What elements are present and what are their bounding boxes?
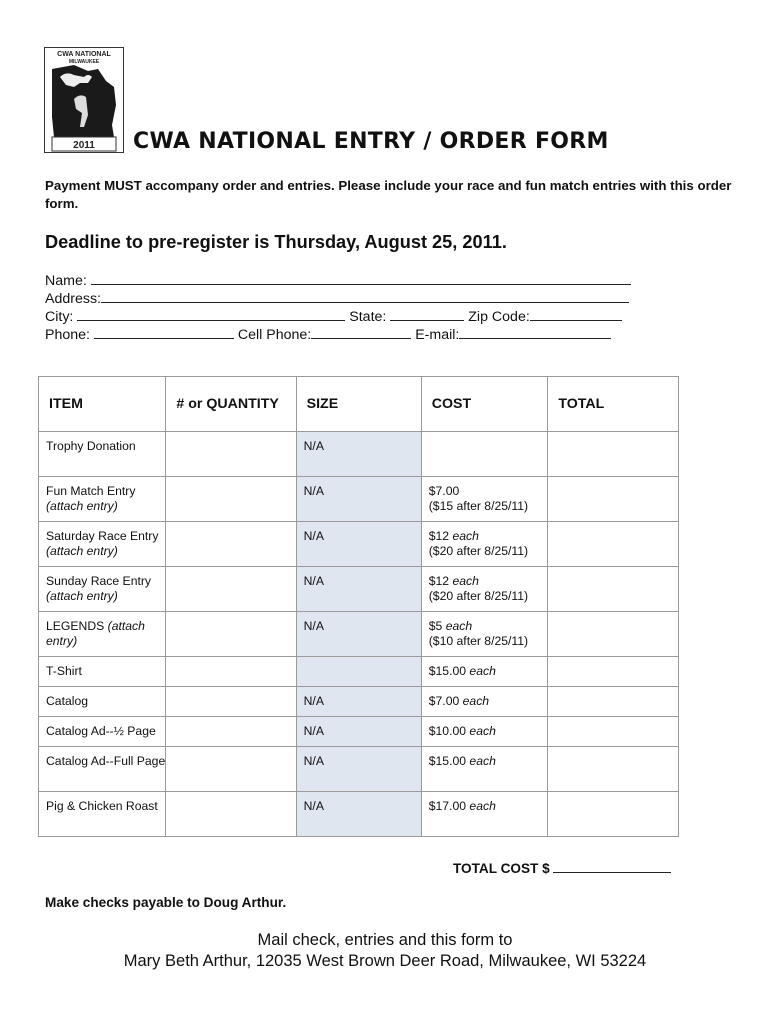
item-cell: [39, 567, 166, 612]
cost-cell: [421, 477, 548, 522]
cost-unit: each: [469, 664, 496, 678]
header-item: ITEM: [39, 377, 166, 432]
cost-cell: [421, 432, 548, 477]
item-name: Saturday Race Entry: [46, 529, 159, 543]
size-value: N/A: [303, 724, 324, 738]
table-row: [39, 432, 679, 477]
mail-line-1: Mail check, entries and this form to: [257, 931, 513, 949]
city-field[interactable]: [77, 306, 345, 321]
size-value: N/A: [303, 754, 324, 768]
table-row: [39, 612, 679, 657]
quantity-cell[interactable]: [166, 657, 296, 687]
logo-line2: MILWAUKEE: [68, 59, 100, 65]
name-row: [45, 270, 631, 289]
quantity-cell[interactable]: [166, 747, 296, 792]
cost-value: $10.00: [428, 724, 467, 738]
item-cell: [39, 612, 166, 657]
total-cell[interactable]: [548, 747, 679, 792]
cost-value: $17.00: [428, 799, 467, 813]
table-header-row: [39, 377, 679, 432]
total-cell[interactable]: [548, 657, 679, 687]
header-total: TOTAL: [548, 377, 679, 432]
cost-cell: [421, 522, 548, 567]
cost-unit: each: [462, 694, 490, 708]
size-cell: [296, 522, 421, 567]
state-field[interactable]: [390, 306, 464, 321]
cost-cell: [421, 567, 548, 612]
size-value: N/A: [303, 439, 324, 453]
cost-unit: each: [469, 799, 496, 813]
cell-label: Cell Phone:: [237, 327, 312, 343]
email-label: E-mail:: [415, 327, 460, 343]
cost-value: $15.00: [428, 664, 467, 678]
total-cost-label: TOTAL COST $: [453, 861, 550, 876]
cost-cell: [421, 717, 548, 747]
quantity-cell[interactable]: [166, 432, 296, 477]
cost-unit: each: [469, 754, 496, 768]
size-cell: [296, 432, 421, 477]
size-value: N/A: [303, 484, 324, 498]
item-name: Catalog Ad--½ Page: [46, 724, 156, 738]
cost-value: $12: [428, 529, 450, 543]
item-note: (attach entry): [46, 499, 118, 513]
cost-note: ($10 after 8/25/11): [428, 634, 529, 648]
cost-note: ($20 after 8/25/11): [428, 589, 529, 603]
item-cell: [39, 747, 166, 792]
size-cell: [296, 792, 421, 837]
total-cost-row: [453, 858, 671, 876]
size-cell: [296, 567, 421, 612]
size-value: N/A: [303, 574, 324, 588]
name-label: Name:: [45, 273, 87, 289]
cost-unit: each: [452, 529, 479, 543]
cost-value: $12: [428, 574, 450, 588]
total-cell[interactable]: [548, 612, 679, 657]
cost-unit: each: [445, 619, 473, 633]
item-cell: [39, 717, 166, 747]
logo-line1: CWA NATIONAL: [57, 51, 111, 58]
total-cell[interactable]: [548, 477, 679, 522]
cost-cell: [421, 657, 548, 687]
form-title: CWA NATIONAL ENTRY / ORDER FORM: [133, 129, 609, 154]
item-cell: [39, 432, 166, 477]
email-field[interactable]: [459, 324, 611, 339]
quantity-cell[interactable]: [166, 717, 296, 747]
item-name: LEGENDS: [46, 619, 105, 633]
table-row: [39, 717, 679, 747]
item-name: Catalog Ad--Full Page: [46, 754, 166, 768]
table-row: [39, 792, 679, 837]
cost-note: ($20 after 8/25/11): [428, 544, 529, 558]
quantity-cell[interactable]: [166, 477, 296, 522]
table-row: [39, 567, 679, 612]
cost-value: $15.00: [428, 754, 467, 768]
header-size: SIZE: [296, 377, 421, 432]
table-row: [39, 522, 679, 567]
cost-note: ($15 after 8/25/11): [428, 499, 529, 513]
quantity-cell[interactable]: [166, 612, 296, 657]
zip-field[interactable]: [530, 306, 622, 321]
cell-field[interactable]: [311, 324, 411, 339]
item-cell: [39, 687, 166, 717]
size-value: N/A: [303, 529, 324, 543]
size-value: [304, 657, 421, 664]
size-value: N/A: [303, 619, 324, 633]
cost-value: $5: [428, 619, 443, 633]
size-cell: [296, 747, 421, 792]
quantity-cell[interactable]: [166, 792, 296, 837]
cost-value: $7.00: [428, 484, 460, 498]
total-cell[interactable]: [548, 687, 679, 717]
item-name: Trophy Donation: [46, 439, 136, 453]
size-cell: [296, 657, 421, 687]
size-cell: [296, 477, 421, 522]
address-field[interactable]: [101, 288, 629, 303]
quantity-cell[interactable]: [166, 522, 296, 567]
size-value: N/A: [303, 799, 324, 813]
total-cell[interactable]: [548, 567, 679, 612]
header-cost: COST: [421, 377, 548, 432]
cost-cell: [421, 792, 548, 837]
cost-unit: each: [452, 574, 479, 588]
total-cell[interactable]: [548, 432, 679, 477]
item-name: Fun Match Entry: [46, 484, 136, 498]
size-cell: [296, 687, 421, 717]
order-table: [38, 376, 679, 837]
cwa-national-logo: [44, 47, 124, 153]
phone-label: Phone:: [45, 327, 90, 343]
total-cell[interactable]: [548, 717, 679, 747]
cost-cell: [421, 687, 548, 717]
checks-note: Make checks payable to Doug Arthur.: [45, 895, 287, 910]
item-cell: [39, 477, 166, 522]
cost-cell: [421, 612, 548, 657]
cost-value: $7.00: [428, 694, 460, 708]
total-cost-field[interactable]: [553, 858, 671, 873]
table-row: [39, 477, 679, 522]
size-cell: [296, 612, 421, 657]
payment-note: Payment MUST accompany order and entries. Please include your race and fun match entries with this order form.: [45, 178, 732, 211]
total-cell[interactable]: [548, 522, 679, 567]
mail-line-2: Mary Beth Arthur, 12035 West Brown Deer Road, Milwaukee, WI 53224: [123, 952, 647, 970]
item-name: Catalog: [46, 694, 89, 708]
item-cell: [39, 522, 166, 567]
table-row: [39, 747, 679, 792]
logo-year: 2011: [73, 140, 95, 151]
item-name: Pig & Chicken Roast: [46, 799, 158, 813]
quantity-cell[interactable]: [166, 687, 296, 717]
address-label: Address:: [45, 291, 101, 307]
size-value: N/A: [303, 694, 324, 708]
total-cell[interactable]: [548, 792, 679, 837]
city-label: City:: [45, 309, 74, 325]
size-cell: [296, 717, 421, 747]
quantity-cell[interactable]: [166, 567, 296, 612]
item-note: (attach entry): [46, 544, 118, 558]
item-name: Sunday Race Entry: [46, 574, 152, 588]
city-row: [45, 306, 622, 325]
name-field[interactable]: [91, 270, 631, 285]
cost-cell: [421, 747, 548, 792]
table-body: [39, 432, 679, 837]
header-quantity: # or QUANTITY: [166, 377, 296, 432]
item-cell: [39, 792, 166, 837]
deadline-note: Deadline to pre-register is Thursday, August 25, 2011.: [45, 232, 507, 252]
table-row: [39, 657, 679, 687]
item-note: (attach entry): [46, 619, 145, 648]
zip-label: Zip Code:: [468, 309, 530, 325]
item-name: T-Shirt: [46, 664, 82, 678]
phone-field[interactable]: [94, 324, 234, 339]
item-cell: [39, 657, 166, 687]
address-row: [45, 288, 629, 307]
cost-unit: each: [469, 724, 496, 738]
state-label: State:: [349, 309, 387, 325]
item-note: (attach entry): [46, 589, 118, 603]
phone-row: [45, 324, 611, 343]
table-row: [39, 687, 679, 717]
